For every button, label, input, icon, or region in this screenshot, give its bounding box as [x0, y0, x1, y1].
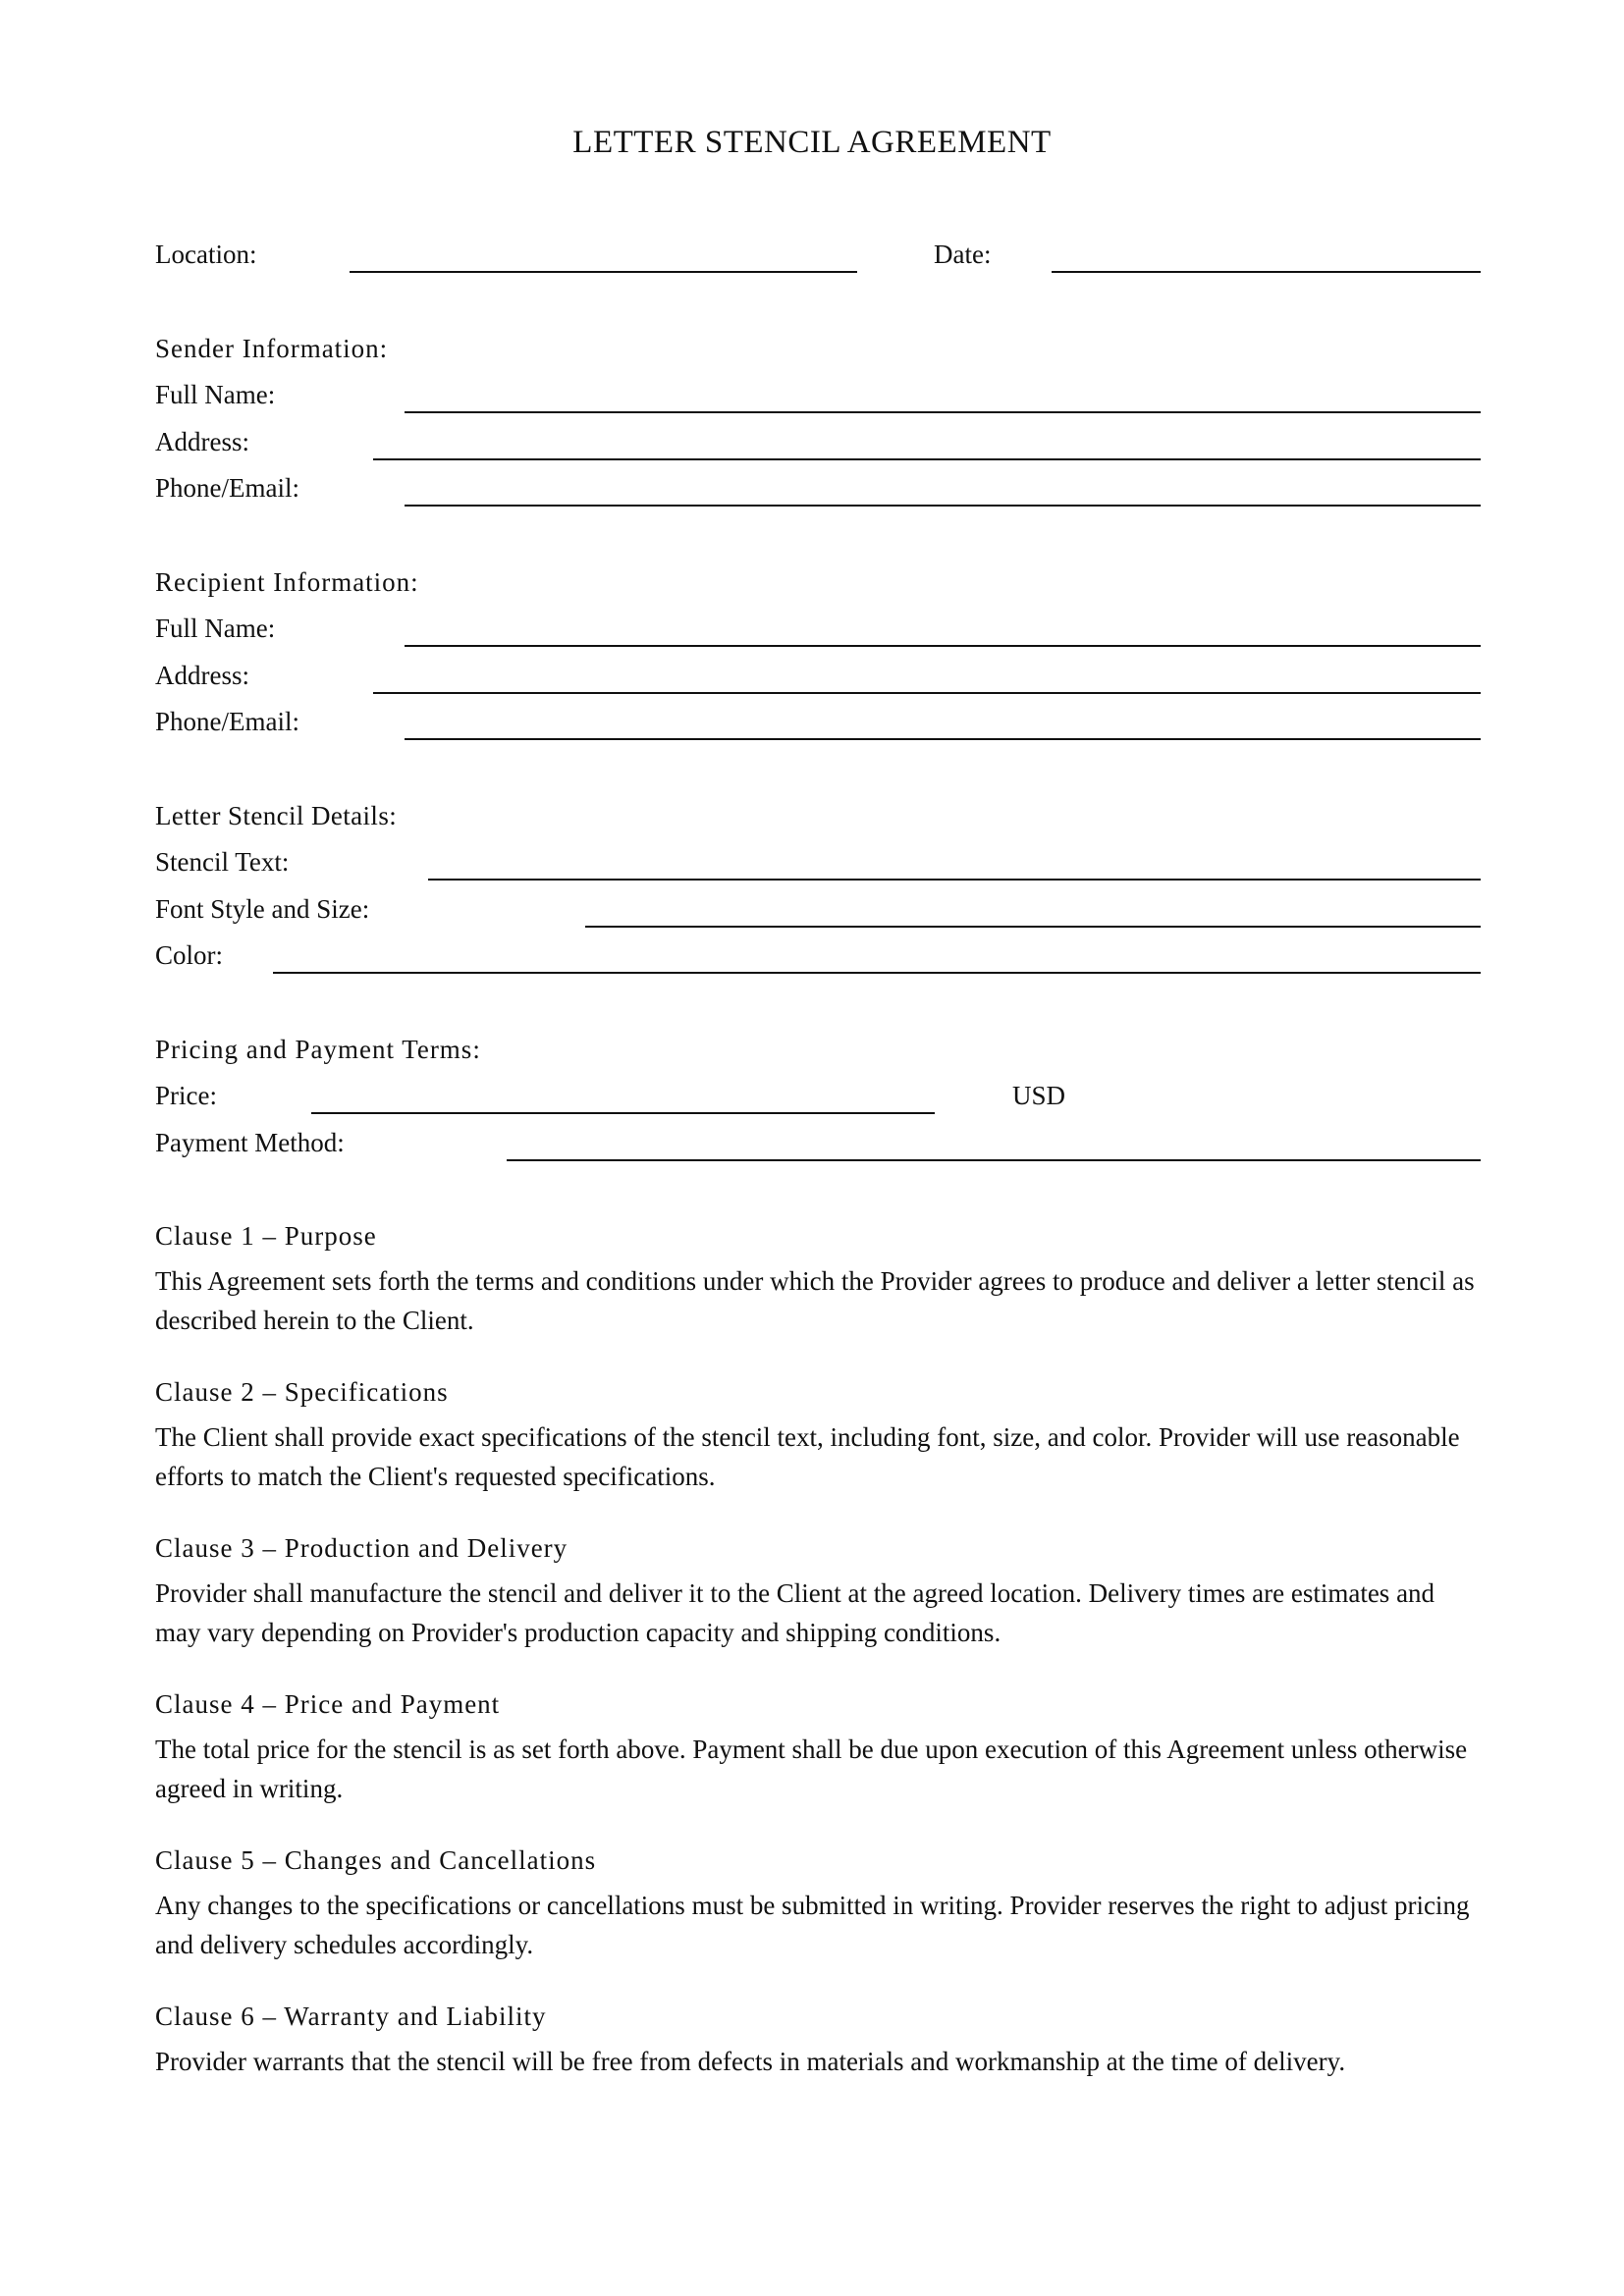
stencil-text-label: Stencil Text: — [155, 847, 290, 877]
currency-label: USD — [1012, 1081, 1066, 1110]
date-field[interactable] — [1052, 271, 1481, 273]
sender-phone-field[interactable] — [405, 505, 1481, 507]
clause-5-heading: Clause 5 – Changes and Cancellations — [155, 1845, 597, 1875]
clause-4-heading: Clause 4 – Price and Payment — [155, 1689, 501, 1719]
recipient-address-field[interactable] — [373, 692, 1481, 694]
clause-3-body: Provider shall manufacture the stencil and deliver it to the Client at the agreed location. Delivery times are estimates and may vary depending on Provider's production capacity and shipping conditions. — [155, 1578, 1435, 1647]
payment-method-label: Payment Method: — [155, 1128, 345, 1157]
clause-3-heading: Clause 3 – Production and Delivery — [155, 1533, 568, 1563]
font-style-size-label: Font Style and Size: — [155, 894, 370, 924]
sender-full-name-label: Full Name: — [155, 380, 276, 409]
document-title: LETTER STENCIL AGREEMENT — [572, 125, 1052, 160]
sender-phone-label: Phone/Email: — [155, 473, 299, 503]
recipient-full-name-label: Full Name: — [155, 614, 276, 643]
location-label: Location: — [155, 240, 257, 269]
sender-full-name-field[interactable] — [405, 411, 1481, 413]
recipient-heading: Recipient Information: — [155, 567, 419, 597]
clause-6-body: Provider warrants that the stencil will be free from defects in materials and workmanship at the time of delivery. — [155, 2047, 1346, 2076]
location-field[interactable] — [350, 271, 857, 273]
color-field[interactable] — [273, 972, 1481, 974]
recipient-phone-label: Phone/Email: — [155, 707, 299, 736]
clause-1-heading: Clause 1 – Purpose — [155, 1221, 377, 1251]
recipient-full-name-field[interactable] — [405, 645, 1481, 647]
clause-5-body: Any changes to the specifications or cancellations must be submitted in writing. Provider reserves the right to adjust pricing and delivery schedules accordingly. — [155, 1891, 1470, 1959]
price-field[interactable] — [311, 1112, 935, 1114]
pricing-heading: Pricing and Payment Terms: — [155, 1035, 481, 1064]
stencil-text-field[interactable] — [428, 879, 1481, 881]
clause-2-body: The Client shall provide exact specifications of the stencil text, including font, size, and color. Provider will use reasonable efforts to match the Client's requested specifications. — [155, 1422, 1460, 1491]
color-label: Color: — [155, 940, 224, 970]
stencil-heading: Letter Stencil Details: — [155, 801, 398, 830]
sender-address-label: Address: — [155, 427, 249, 456]
recipient-phone-field[interactable] — [405, 738, 1481, 740]
date-label: Date: — [934, 240, 992, 269]
font-style-size-field[interactable] — [585, 926, 1481, 928]
clause-6-heading: Clause 6 – Warranty and Liability — [155, 2002, 547, 2031]
recipient-address-label: Address: — [155, 661, 249, 690]
payment-method-field[interactable] — [507, 1159, 1481, 1161]
clause-1-body: This Agreement sets forth the terms and conditions under which the Provider agrees to produce and deliver a letter stencil as described herein to the Client. — [155, 1266, 1475, 1335]
price-label: Price: — [155, 1081, 217, 1110]
clause-4-body: The total price for the stencil is as set forth above. Payment shall be due upon execution of this Agreement unless otherwise agreed in writing. — [155, 1735, 1468, 1803]
sender-address-field[interactable] — [373, 458, 1481, 460]
clause-2-heading: Clause 2 – Specifications — [155, 1377, 449, 1407]
sender-heading: Sender Information: — [155, 334, 389, 363]
